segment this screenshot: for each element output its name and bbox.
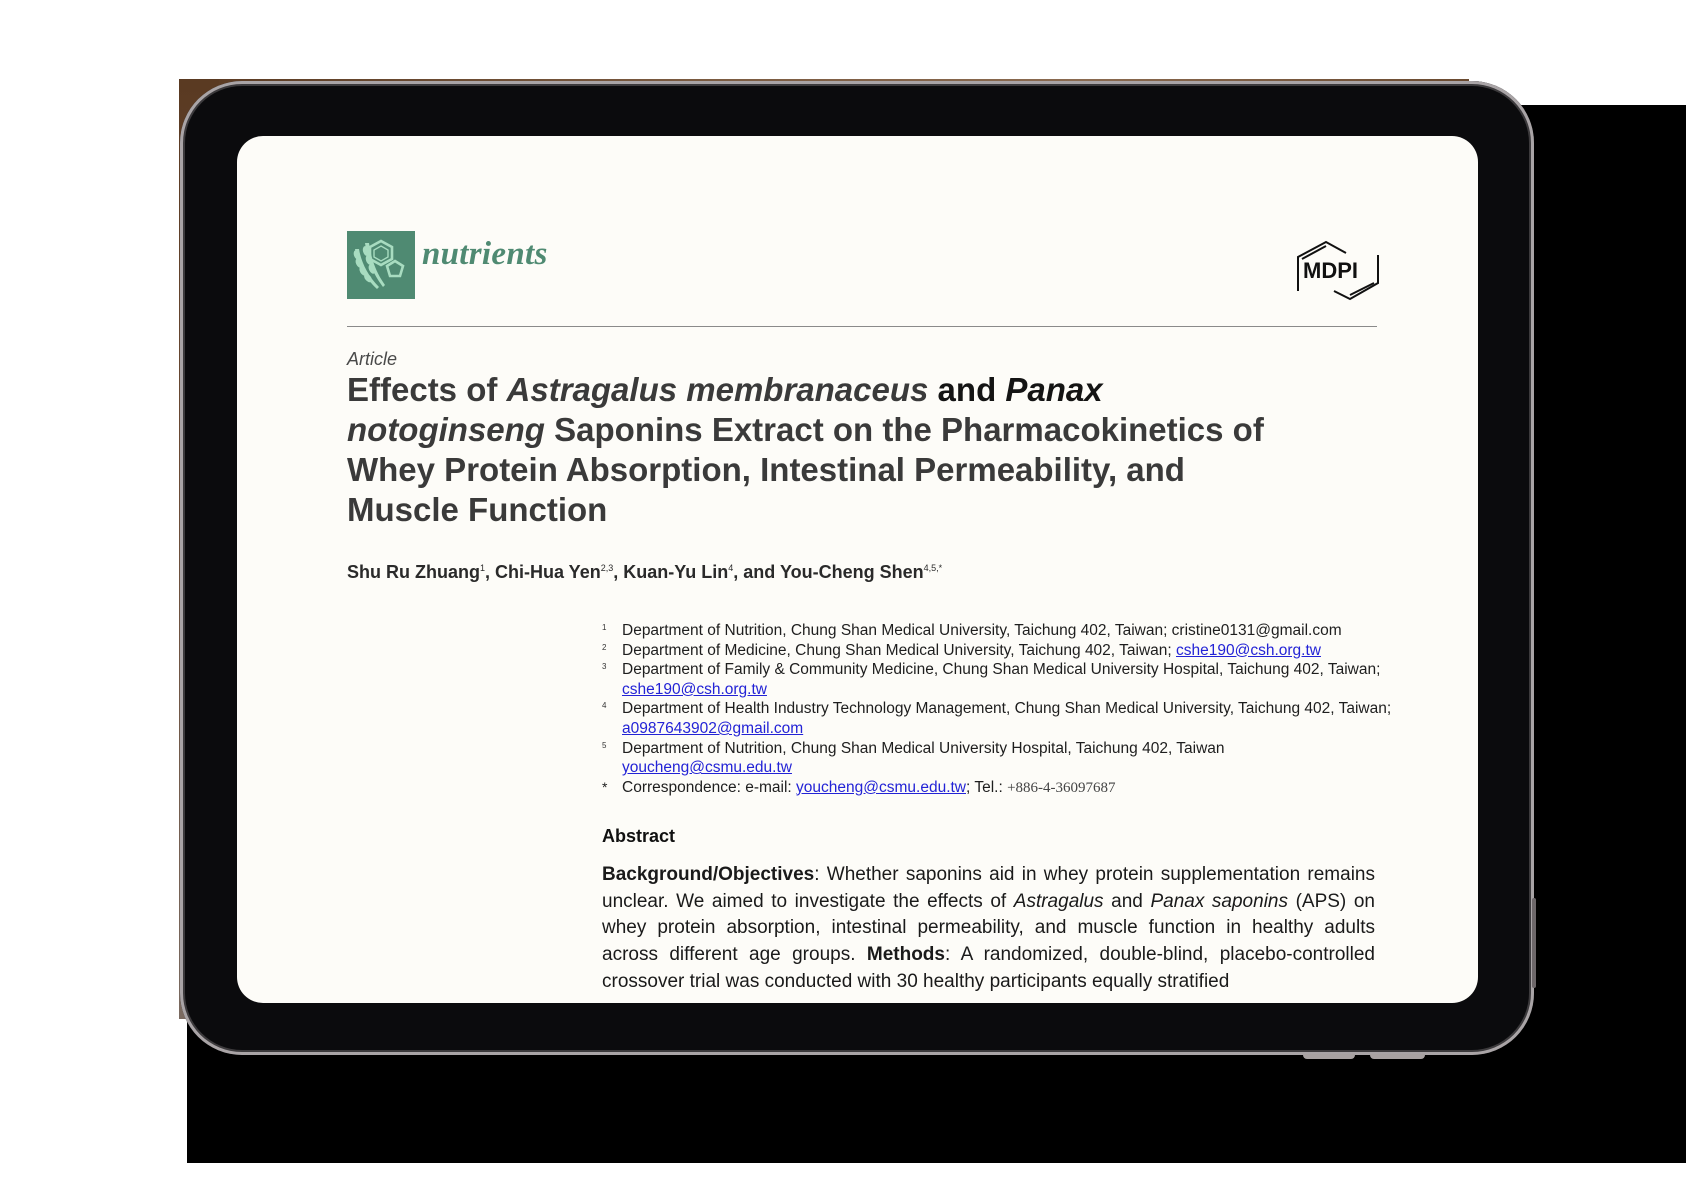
title-line-1: Effects of Astragalus membranaceus and Panax <box>347 371 1103 408</box>
affiliations-list <box>602 621 1392 798</box>
title-line-3: Whey Protein Absorption, Intestinal Permeability, and <box>347 451 1185 488</box>
journal-name: nutrients <box>422 236 548 272</box>
author-name[interactable]: Shu Ru Zhuang <box>347 562 480 582</box>
article-title <box>347 370 1387 530</box>
tablet-screen[interactable] <box>237 136 1478 1003</box>
title-line-4: Muscle Function <box>347 491 608 528</box>
affiliation-item: 5 Department of Nutrition, Chung Shan Medical University Hospital, Taichung 402, Taiwan youcheng@csmu.edu.tw <box>602 739 1225 777</box>
mdpi-logo-icon <box>1294 239 1384 301</box>
affiliation-item: 3 Department of Family & Community Medicine, Chung Shan Medical University Hospital, Taichung 402, Taiwan; cshe190@csh.org.tw <box>602 661 1381 698</box>
affiliation-item: 4 Department of Health Industry Technology Management, Chung Shan Medical University, Taichung 402, Taiwan; a0987643902@gmail.com <box>602 700 1392 737</box>
email-link[interactable]: youcheng@csmu.edu.tw <box>796 778 966 796</box>
title-line-2: notoginseng Saponins Extract on the Pharmacokinetics of <box>347 411 1264 448</box>
abstract-heading: Abstract <box>602 826 676 846</box>
publisher-name: MDPI <box>1303 258 1358 283</box>
tablet-volume-up-button <box>1303 1054 1355 1059</box>
author-name[interactable]: You-Cheng Shen <box>779 562 924 582</box>
affiliation-item: 1 Department of Nutrition, Chung Shan Medical University, Taichung 402, Taiwan; cristine0131@gmail.com <box>602 622 1342 639</box>
nutrients-logo-icon <box>347 231 415 299</box>
abstract-text: Background/Objectives: Whether saponins aid in whey protein supplementation remains unclear. We aimed to investigate the effects of Astragalus and Panax saponins (APS) on whey protein absorption, intestinal permeability, and muscle function in healthy adults across different age groups. Methods: A randomized, double-blind, placebo-controlled crossover trial was conducted with 30 healthy participants equally stratified <box>602 864 1375 992</box>
tablet-volume-down-button <box>1370 1054 1425 1059</box>
phone-number: +886-4-36097687 <box>1007 779 1116 796</box>
author-list: Shu Ru Zhuang$^1$, Chi-Hua Yen$^{2,3}$, Kuan-Yu Lin$^4$, and You-Cheng Shen$^{4,5,*}$ <box>347 562 943 582</box>
correspondence-item: * Correspondence: e-mail: youcheng@csmu.edu.tw; Tel.: +886-4-36097687 <box>602 778 1116 796</box>
email-link[interactable]: cshe190@csh.org.tw <box>1176 641 1321 659</box>
email-link[interactable]: a0987643902@gmail.com <box>622 719 804 737</box>
article-type: Article <box>347 349 398 369</box>
author-name[interactable]: Kuan-Yu Lin <box>623 562 729 582</box>
tablet-side-button <box>1532 898 1536 988</box>
email-link[interactable]: youcheng@csmu.edu.tw <box>622 759 792 777</box>
email-link[interactable]: cshe190@csh.org.tw <box>622 680 767 698</box>
affiliation-item: 2 Department of Medicine, Chung Shan Medical University, Taichung 402, Taiwan; cshe190@csh.org.tw <box>602 641 1321 659</box>
header-divider <box>347 326 1377 327</box>
author-name[interactable]: Chi-Hua Yen <box>495 562 601 582</box>
